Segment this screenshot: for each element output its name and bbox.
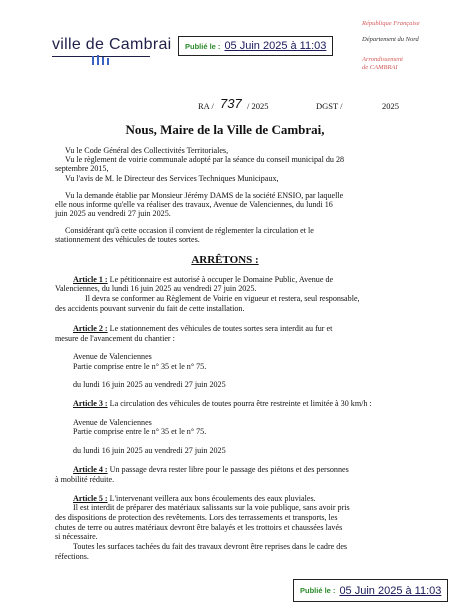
demande-line: Vu la demande établie par Monsieur Jérémy DAMS de la société ENSIO, par laquelle — [65, 191, 344, 200]
logo-mark-icon — [90, 55, 114, 65]
arrondissement-line1: Arrondissement — [362, 56, 403, 63]
stamp-label: Publié le : — [185, 41, 221, 51]
article-2-dates: du lundi 16 juin 2025 au vendredi 27 juin 2025 — [73, 380, 226, 389]
article-line: Valenciennes, du lundi 16 juin 2025 au vendredi 27 juin 2025. — [55, 284, 257, 293]
article-5-text: L'intervenant veillera aux bons écoulements des eaux pluviales. — [107, 494, 316, 503]
arretons-heading: ARRÊTONS : — [191, 254, 259, 266]
article-1-text: Le pétitionnaire est autorisé à occuper le Domaine Public, Avenue de — [107, 275, 334, 284]
article-3 — [55, 399, 395, 408]
article-line: mesure de l'avancement du chantier : — [55, 334, 175, 343]
ra-year: / 2025 — [247, 101, 269, 111]
considerant-line: stationnement des véhicules de toutes sortes. — [55, 235, 200, 244]
article-1-label: Article 1 : — [73, 275, 108, 284]
dgst-label: DGST / — [316, 101, 343, 111]
visa-line: Vu l'avis de M. le Directeur des Services Techniques Municipaux, — [65, 174, 279, 183]
considerant-line: Considérant qu'à cette occasion il convient de réglementer la circulation et le — [65, 226, 314, 235]
city-logo-text: ville de Cambrai — [52, 36, 172, 53]
article-4 — [55, 465, 395, 474]
article-2-street: Avenue de Valenciennes — [73, 352, 152, 361]
article-4-label: Article 4 : — [73, 465, 108, 474]
article-3-text: La circulation des véhicules de toutes pourra être restreinte et limitée à 30 km/h : — [107, 399, 372, 408]
article-1 — [55, 275, 395, 284]
stamp-label: Publié le : — [300, 586, 336, 595]
article-line: des accidents pouvant survenir du fait de cette installation. — [55, 304, 245, 313]
republique-text: République Française — [362, 20, 420, 27]
article-3-label: Article 3 : — [73, 399, 108, 408]
article-3-street: Avenue de Valenciennes — [73, 418, 152, 427]
article-line: réfections. — [55, 552, 89, 561]
stamp-date: 05 Juin 2025 à 11:03 — [339, 584, 442, 597]
article-line: Il est interdit de préparer des matériaux salissants sur la voie publique, sans avoir pris — [73, 503, 350, 512]
article-5 — [55, 494, 395, 503]
article-3-partie: Partie comprise entre le n° 35 et le n° 75. — [73, 427, 207, 436]
arrondissement-line2: de CAMBRAI — [362, 64, 398, 71]
article-2 — [55, 324, 395, 333]
article-line: si nécessaire. — [55, 532, 98, 541]
page-title: Nous, Maire de la Ville de Cambrai, — [125, 122, 325, 137]
article-line: chutes de terre ou autres matériaux devront être balayés et les trottoirs et chaussées lavés — [55, 523, 343, 532]
article-5-label: Article 5 : — [73, 494, 108, 503]
article-line: Il devra se conformer au Règlement de Voirie en vigueur et restera, seul responsable, — [85, 294, 360, 303]
demande-line: elle nous informe qu'elle va réaliser des travaux, Avenue de Valenciennes, du lundi 16 — [55, 200, 333, 209]
article-4-text: Un passage devra rester libre pour le passage des piétons et des personnes — [107, 465, 349, 474]
departement-text: Département du Nord — [362, 36, 419, 43]
visa-line: septembre 2015, — [55, 164, 109, 173]
demande-line: juin 2025 au vendredi 27 juin 2025. — [55, 209, 171, 218]
ra-label: RA / — [198, 101, 214, 111]
visa-line: Vu le Code Général des Collectivités Territoriales, — [65, 146, 229, 155]
article-2-text: Le stationnement des véhicules de toutes sortes sera interdit au fur et — [107, 324, 333, 333]
visa-line: Vu le règlement de voirie communale adopté par la séance du conseil municipal du 28 — [65, 155, 345, 164]
article-line: Toutes les surfaces tachées du fait des travaux devront être reprises dans le cadre des — [73, 542, 348, 551]
article-3-dates: du lundi 16 juin 2025 au vendredi 27 juin 2025 — [73, 446, 226, 455]
publication-stamp-top — [178, 36, 333, 56]
article-2-label: Article 2 : — [73, 324, 108, 333]
article-line: des dispositions de protection des revêtements. Lors des terrassements et transports, les — [55, 513, 338, 522]
publication-stamp-bottom — [293, 579, 448, 602]
stamp-date: 05 Juin 2025 à 11:03 — [224, 40, 327, 52]
dgst-year: 2025 — [382, 101, 399, 111]
article-2-partie: Partie comprise entre le n° 35 et le n° 75. — [73, 362, 207, 371]
article-line: à mobilité réduite. — [55, 475, 115, 484]
ra-number: 737 — [220, 96, 242, 111]
